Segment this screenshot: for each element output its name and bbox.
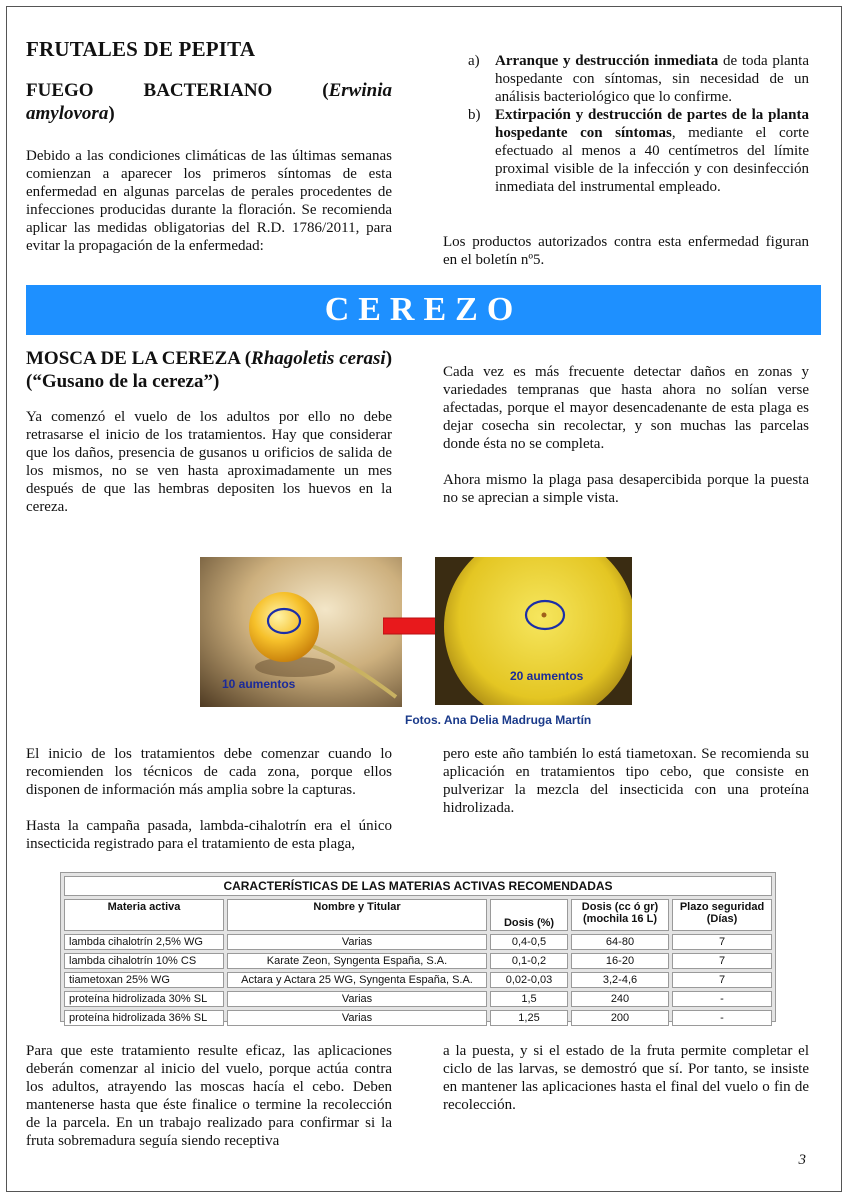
table-caption: CARACTERÍSTICAS DE LAS MATERIAS ACTIVAS RECOMENDADAS <box>64 876 772 896</box>
mosca-title-b: ) (“Gusano de la cereza”) <box>26 348 393 392</box>
measure-a-text: de toda planta hospedante con síntomas, sin necesidad de un análisis bacteriológico que lo confirme. <box>495 53 809 105</box>
mosca-para5: Hasta la campaña pasada, lambda-cihalotrín era el único insecticida registrado para el tratamiento de esta plaga, <box>26 818 392 852</box>
cell-dosis-cc: 240 <box>571 991 669 1007</box>
cell-nombre: Varias <box>227 991 487 1007</box>
products-note: Los productos autorizados contra esta enfermedad figuran en el boletín nº5. <box>443 234 809 268</box>
cell-plazo: - <box>672 991 772 1007</box>
cell-dosis: 0,1-0,2 <box>490 953 568 969</box>
cell-nombre: Varias <box>227 1010 487 1026</box>
mosca-para2: Cada vez es más frecuente detectar daños en zonas y variedades tempranas que hasta ahora no solían verse afectadas, porque el mayor desencadenante de esta plaga es dejar cosecha sin recolectar, y son muchas las parcelas donde ésta no se completa. <box>443 364 809 452</box>
cell-plazo: 7 <box>672 934 772 950</box>
mosca-title-a: MOSCA DE LA CEREZA ( <box>26 348 252 369</box>
cell-nombre: Actara y Actara 25 WG, Syngenta España, S.A. <box>227 972 487 988</box>
cell-plazo: 7 <box>672 972 772 988</box>
photo2-label: 20 aumentos <box>510 669 584 683</box>
header-nombre: Nombre y Titular <box>227 899 487 931</box>
cell-dosis: 1,25 <box>490 1010 568 1026</box>
mosca-title-species: Rhagoletis cerasi <box>251 348 386 369</box>
mosca-para6: pero este año también lo está tiametoxan. Se recomienda su aplicación en tratamientos tipo cebo, que consiste en pulverizar la mezcla del insecticida con una proteína hidrolizada. <box>443 746 809 816</box>
fuego-title-word1: FUEGO <box>26 80 94 101</box>
measure-b-marker: b) <box>468 107 481 123</box>
table-caption-row <box>64 876 772 896</box>
measure-a-marker: a) <box>468 53 480 69</box>
table-header-row <box>64 899 772 931</box>
mosca-para1: Ya comenzó el vuelo de los adultos por ello no debe retrasarse el inicio de los tratamientos. Hay que considerar que los daños, presencia de gusanos u orificios de salida de los mismos, no se ven hasta aproximadamente un mes después de que las hembras depositen los huevos en la cereza. <box>26 409 392 515</box>
cherry-photo-20x <box>435 557 632 705</box>
cell-dosis: 0,02-0,03 <box>490 972 568 988</box>
mosca-para8: a la puesta, y si el estado de la fruta permite completar el ciclo de las larvas, se demostró que sí. Por tanto, se insiste en mantener las aplicaciones hasta el final del vuelo o fin de recolección. <box>443 1043 809 1113</box>
cell-nombre: Karate Zeon, Syngenta España, S.A. <box>227 953 487 969</box>
mosca-para7: Para que este tratamiento resulte eficaz, las aplicaciones deberán comenzar al inicio del vuelo, porque actúa contra los adultos, atrayendo las moscas hacía el cebo. Deben mantenerse hasta que éste finalice o termine la recolección de la parcela. En un trabajo realizado para confirmar si la fruta sobremadura seguía siendo receptiva <box>26 1043 392 1149</box>
header-dosis-cc <box>571 899 669 931</box>
mosca-para4: El inicio de los tratamientos debe comenzar cuando lo recomienden los técnicos de cada zona, porque ellos disponen de información más amplia sobre la capturas. <box>26 746 392 798</box>
header-materia: Materia activa <box>64 899 224 931</box>
cell-materia: lambda cihalotrín 2,5% WG <box>64 934 224 950</box>
mosca-title <box>26 347 392 393</box>
table-row <box>64 934 772 950</box>
header-dosis-cc-line2: (mochila 16 L) <box>583 913 657 925</box>
header-plazo <box>672 899 772 931</box>
measure-b <box>468 106 810 196</box>
fuego-bacteriano-title <box>26 79 392 125</box>
cell-plazo: 7 <box>672 953 772 969</box>
fuego-title-species1: Erwinia <box>328 80 392 101</box>
table-row <box>64 991 772 1007</box>
cell-dosis: 1,5 <box>490 991 568 1007</box>
cell-dosis-cc: 64-80 <box>571 934 669 950</box>
cerezo-banner-text: CEREZO <box>324 291 523 328</box>
table-row <box>64 953 772 969</box>
materias-table-box <box>60 872 776 1022</box>
page-title: FRUTALES DE PEPITA <box>26 37 256 61</box>
cell-plazo: - <box>672 1010 772 1026</box>
cell-dosis-cc: 16-20 <box>571 953 669 969</box>
cell-dosis-cc: 200 <box>571 1010 669 1026</box>
cell-materia: proteína hidrolizada 36% SL <box>64 1010 224 1026</box>
fuego-paragraph: Debido a las condiciones climáticas de las últimas semanas comienzan a aparecer los primeros síntomas de esta enfermedad en algunas parcelas de perales procedentes de infecciones producidas durante la floración. Se recomienda aplicar las medidas obligatorias del R.D. 1786/2011, para evitar la propagación de la enfermedad: <box>26 148 392 254</box>
fuego-title-paren-open: ( <box>322 80 329 101</box>
measures-list <box>443 52 809 196</box>
cell-materia: tiametoxan 25% WG <box>64 972 224 988</box>
cherry-photo-10x <box>200 557 402 707</box>
fuego-title-species2: amylovora <box>26 103 109 124</box>
measure-b-text: , mediante el corte efectuado al menos a 40 centímetros del límite proximal visible de la infección y con desinfección inmediata del instrumental empleado. <box>495 125 810 195</box>
photo-credit: Fotos. Ana Delia Madruga Martín <box>405 713 592 727</box>
page-number: 3 <box>798 1152 806 1168</box>
header-plazo-line1: Plazo seguridad <box>679 901 765 913</box>
table-row <box>64 1010 772 1026</box>
cerezo-banner <box>26 285 821 335</box>
cell-materia: lambda cihalotrín 10% CS <box>64 953 224 969</box>
header-dosis: Dosis (%) <box>490 899 568 931</box>
fuego-title-paren-close: ) <box>108 103 115 124</box>
cell-dosis-cc: 3,2-4,6 <box>571 972 669 988</box>
measure-b-bold: Extirpación y destrucción de partes de la planta hospedante con síntomas <box>495 107 809 141</box>
mosca-para3: Ahora mismo la plaga pasa desapercibida porque la puesta no se aprecian a simple vista. <box>443 472 809 506</box>
materias-table <box>61 873 775 1029</box>
fuego-title-word2: BACTERIANO <box>143 80 273 101</box>
cell-materia: proteína hidrolizada 30% SL <box>64 991 224 1007</box>
header-plazo-line2: (Días) <box>706 913 738 925</box>
cell-dosis: 0,4-0,5 <box>490 934 568 950</box>
header-dosis-cc-line1: Dosis (cc ó gr) <box>581 901 659 913</box>
photo1-label: 10 aumentos <box>222 677 296 691</box>
measure-a-bold: Arranque y destrucción inmediata <box>495 53 719 69</box>
table-row <box>64 972 772 988</box>
cell-nombre: Varias <box>227 934 487 950</box>
measure-a <box>468 52 809 106</box>
